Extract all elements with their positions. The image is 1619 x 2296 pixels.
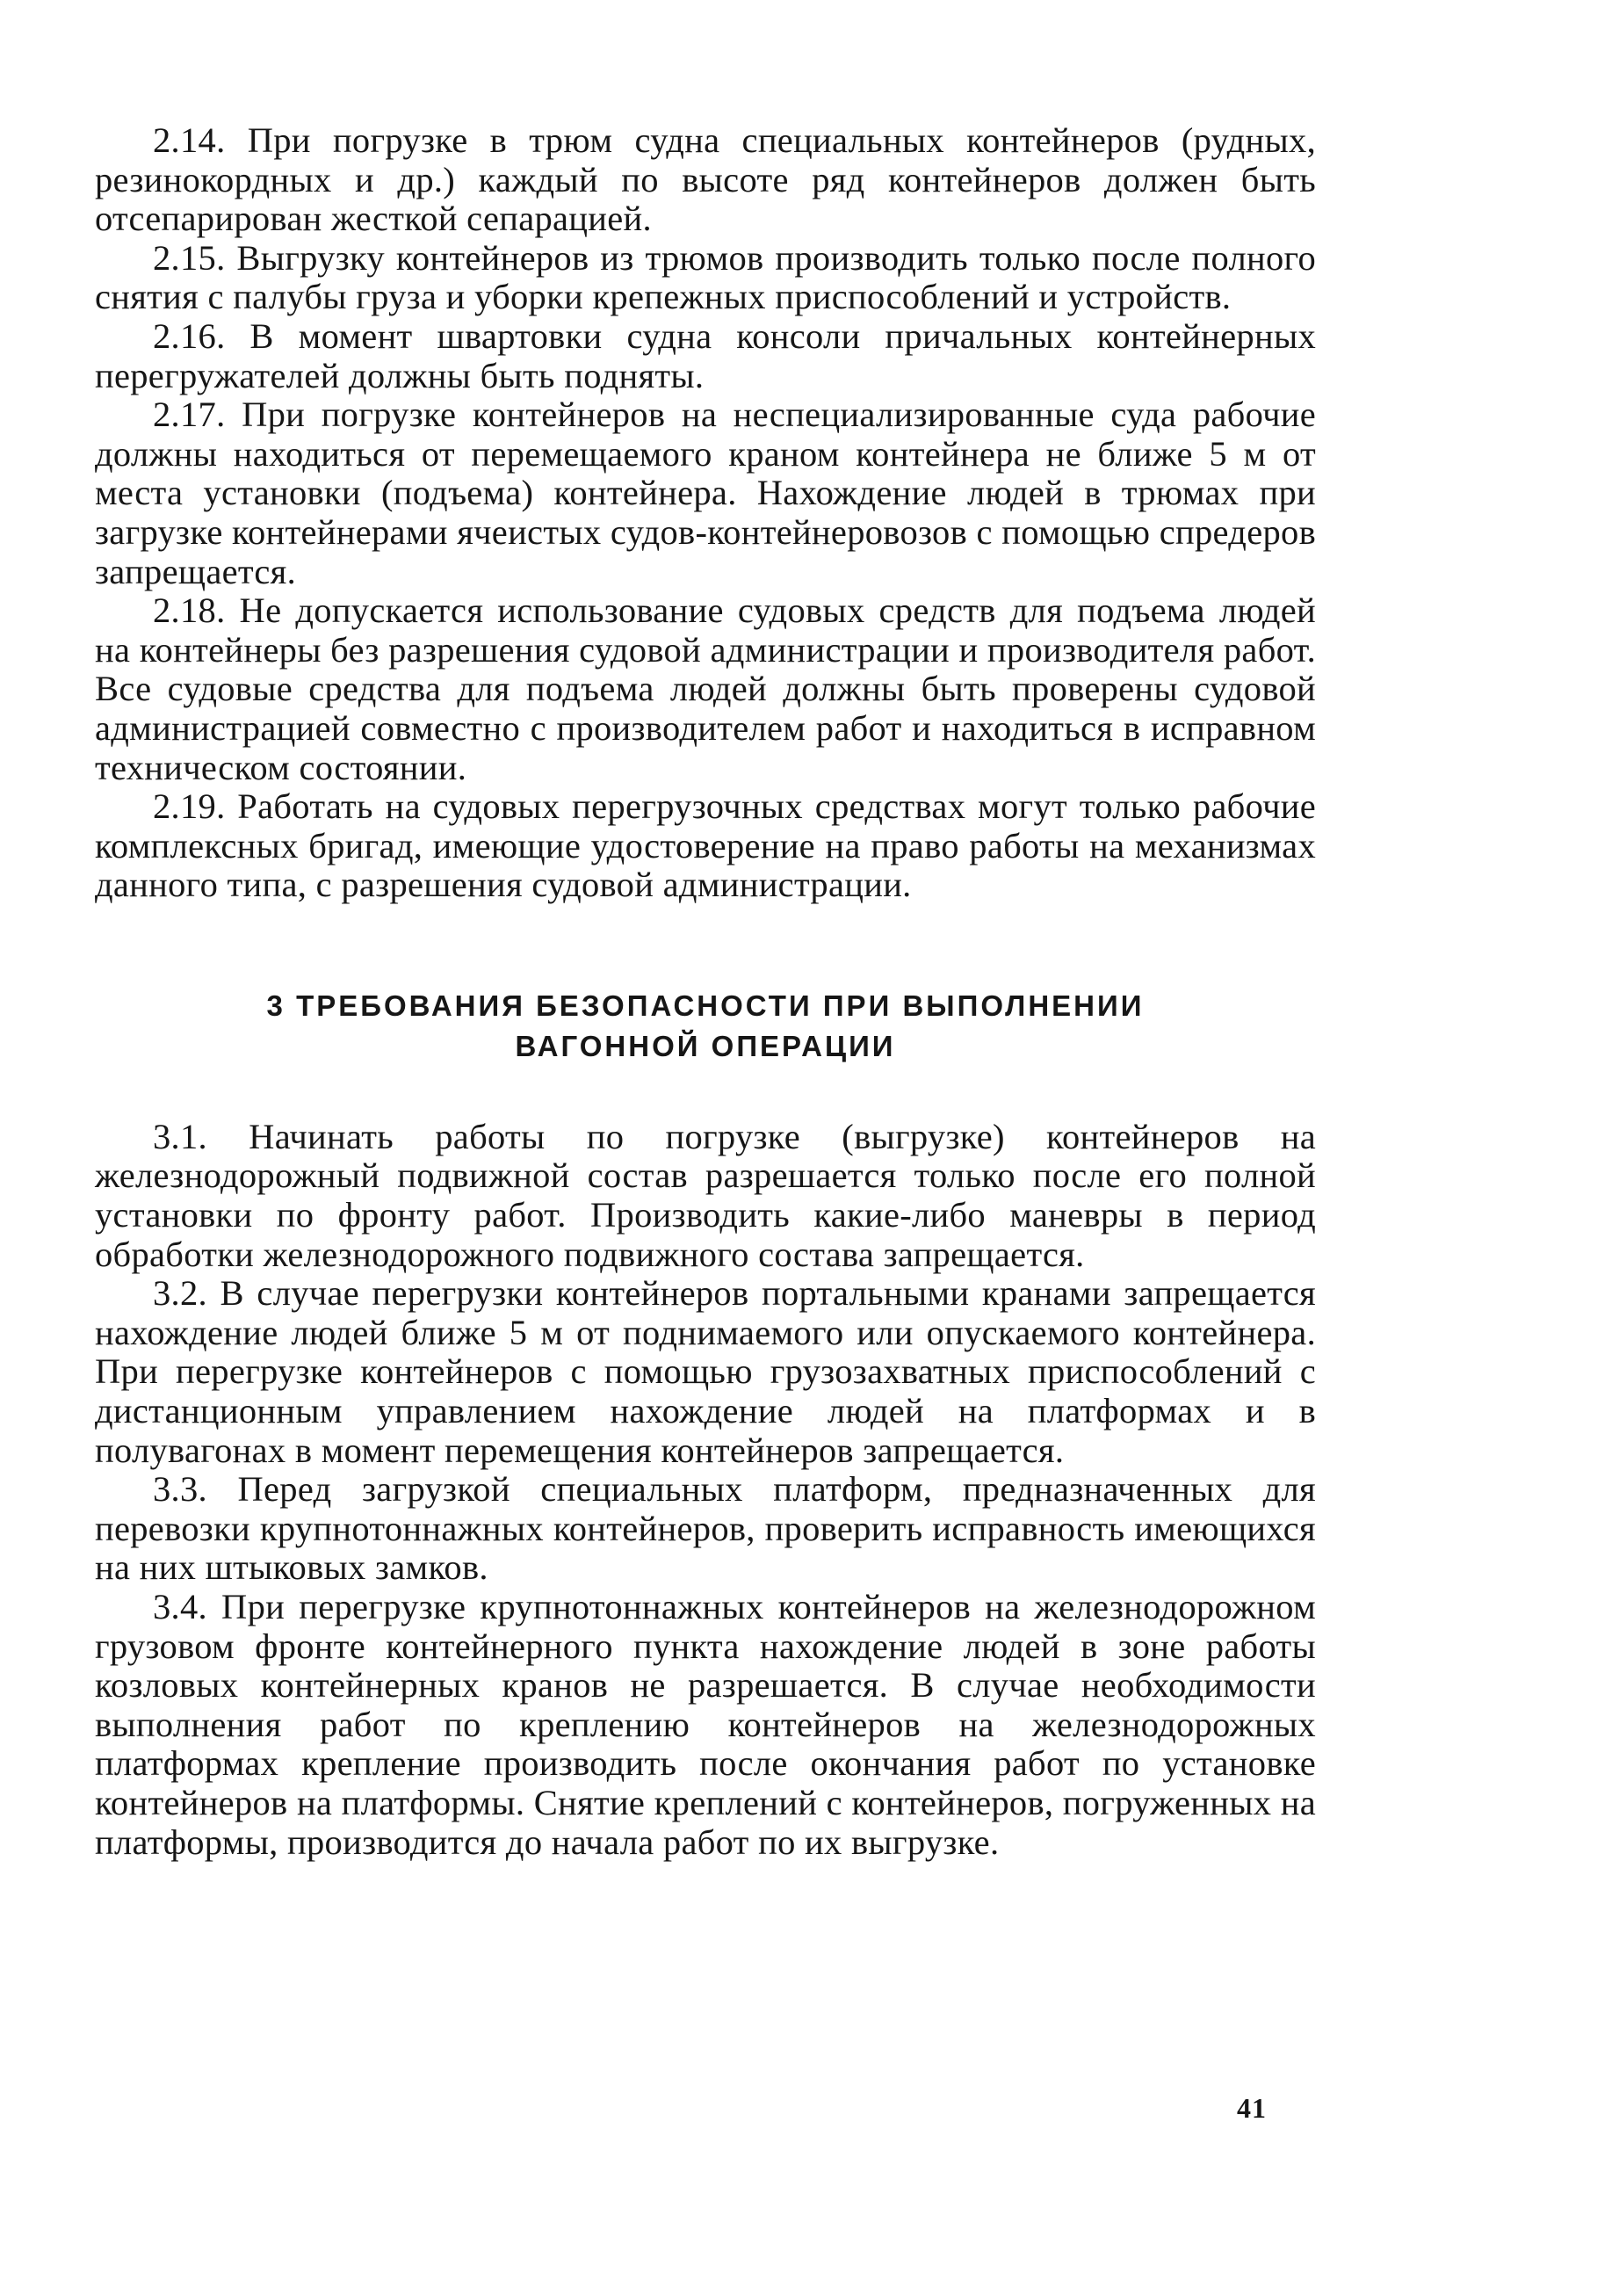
paragraph-3-2: 3.2. В случае перегрузки контейнеров портальными кранами запрещается нахождение людей ближе 5 м от поднимаемого или опускаемого контейнера. При перегрузке контейнеров с помощью грузозахватных приспособлений с дистанционным управлением нахождение людей на платформах и в полувагонах в момент перемещения контейнеров запрещается. — [95, 1273, 1316, 1470]
section-3-heading-line2: ВАГОННОЙ ОПЕРАЦИИ — [515, 1029, 896, 1062]
paragraph-2-15: 2.15. Выгрузку контейнеров из трюмов производить только после полного снятия с палубы груза и уборки крепежных приспособлений и устройств. — [95, 237, 1316, 317]
page-number: 41 — [1237, 2092, 1267, 2124]
paragraph-3-1: 3.1. Начинать работы по погрузке (выгрузке) контейнеров на железнодорожный подвижной состав разрешается только после его полной установки по фронту работ. Производить какие-либо маневры в период обработки железнодорожного подвижного состава запрещается. — [95, 1116, 1316, 1274]
document-page — [95, 121, 1316, 1862]
paragraph-2-16: 2.16. В момент швартовки судна консоли причальных контейнерных перегружателей должны быть подняты. — [95, 315, 1316, 395]
paragraph-2-14: 2.14. При погрузке в трюм судна специальных контейнеров (рудных, резинокордных и др.) каждый по высоте ряд контейнеров должен быть отсепарирован жесткой сепарацией. — [95, 120, 1316, 239]
paragraph-2-19: 2.19. Работать на судовых перегрузочных средствах могут только рабочие комплексных бригад, имеющие удостоверение на право работы на механизмах данного типа, с разрешения судовой администрации. — [95, 786, 1316, 905]
paragraph-3-4: 3.4. При перегрузке крупнотоннажных контейнеров на железнодорожном грузовом фронте контейнерного пункта нахождение людей в зоне работы козловых контейнерных кранов не разрешается. В случае необходимости выполнения работ по креплению контейнеров на железнодорожных платформах крепление производить после окончания работ по установке контейнеров на платформы. Снятие креплений с контейнеров, погруженных на платформы, производится до начала работ по их выгрузке. — [95, 1587, 1316, 1862]
section-3-heading-line1: 3 ТРЕБОВАНИЯ БЕЗОПАСНОСТИ ПРИ ВЫПОЛНЕНИИ — [266, 989, 1145, 1022]
paragraph-3-3: 3.3. Перед загрузкой специальных платформ, предназначенных для перевозки крупнотоннажных контейнеров, проверить исправность имеющихся на них штыковых замков. — [95, 1469, 1316, 1588]
paragraph-2-17: 2.17. При погрузке контейнеров на неспециализированные суда рабочие должны находиться от перемещаемого краном контейнера не ближе 5 м от места установки (подъема) контейнера. Нахождение людей в трюмах при загрузке контейнерами ячеистых судов-контейнеровозов с помощью спредеров запрещается. — [95, 395, 1316, 591]
section-3-heading — [95, 986, 1316, 1067]
paragraph-2-18: 2.18. Не допускается использование судовых средств для подъема людей на контейнеры без разрешения судовой администрации и производителя работ. Все судовые средства для подъема людей должны быть проверены судовой администрацией совместно с производителем работ и находиться в исправном техническом состоянии. — [95, 590, 1316, 787]
